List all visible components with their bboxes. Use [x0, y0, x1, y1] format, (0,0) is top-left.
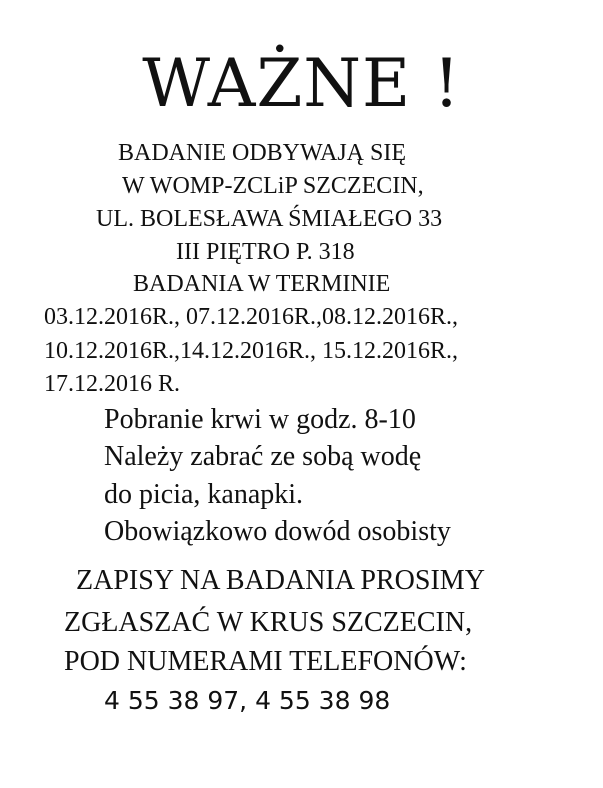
registration-line-2: ZGŁASZAĆ W KRUS SZCZECIN, [64, 607, 473, 638]
location-line-5: BADANIA W TERMINIE [133, 271, 391, 297]
instruction-line-1: Pobranie krwi w godz. 8-10 [104, 404, 416, 435]
instruction-line-3: do picia, kanapki. [104, 479, 304, 510]
registration-line-3: POD NUMERAMI TELEFONÓW: [64, 646, 467, 677]
instruction-line-2: Należy zabrać ze sobą wodę [104, 441, 422, 472]
location-line-3: UL. BOLESŁAWA ŚMIAŁEGO 33 [96, 206, 443, 232]
dates-line-1: 03.12.2016R., 07.12.2016R.,08.12.2016R., [44, 304, 459, 330]
location-line-2: W WOMP-ZCLiP SZCZECIN, [122, 173, 424, 199]
notice-title: WAŻNE ! [142, 45, 461, 122]
dates-line-3: 17.12.2016 R. [44, 371, 181, 397]
dates-line-2: 10.12.2016R.,14.12.2016R., 15.12.2016R., [44, 338, 459, 364]
location-line-1: BADANIE ODBYWAJĄ SIĘ [118, 140, 406, 166]
registration-line-1: ZAPISY NA BADANIA PROSIMY [76, 565, 485, 596]
location-line-4: III PIĘTRO P. 318 [176, 239, 355, 265]
instruction-line-4: Obowiązkowo dowód osobisty [104, 516, 451, 547]
phone-numbers: 4 55 38 97, 4 55 38 98 [104, 686, 391, 715]
